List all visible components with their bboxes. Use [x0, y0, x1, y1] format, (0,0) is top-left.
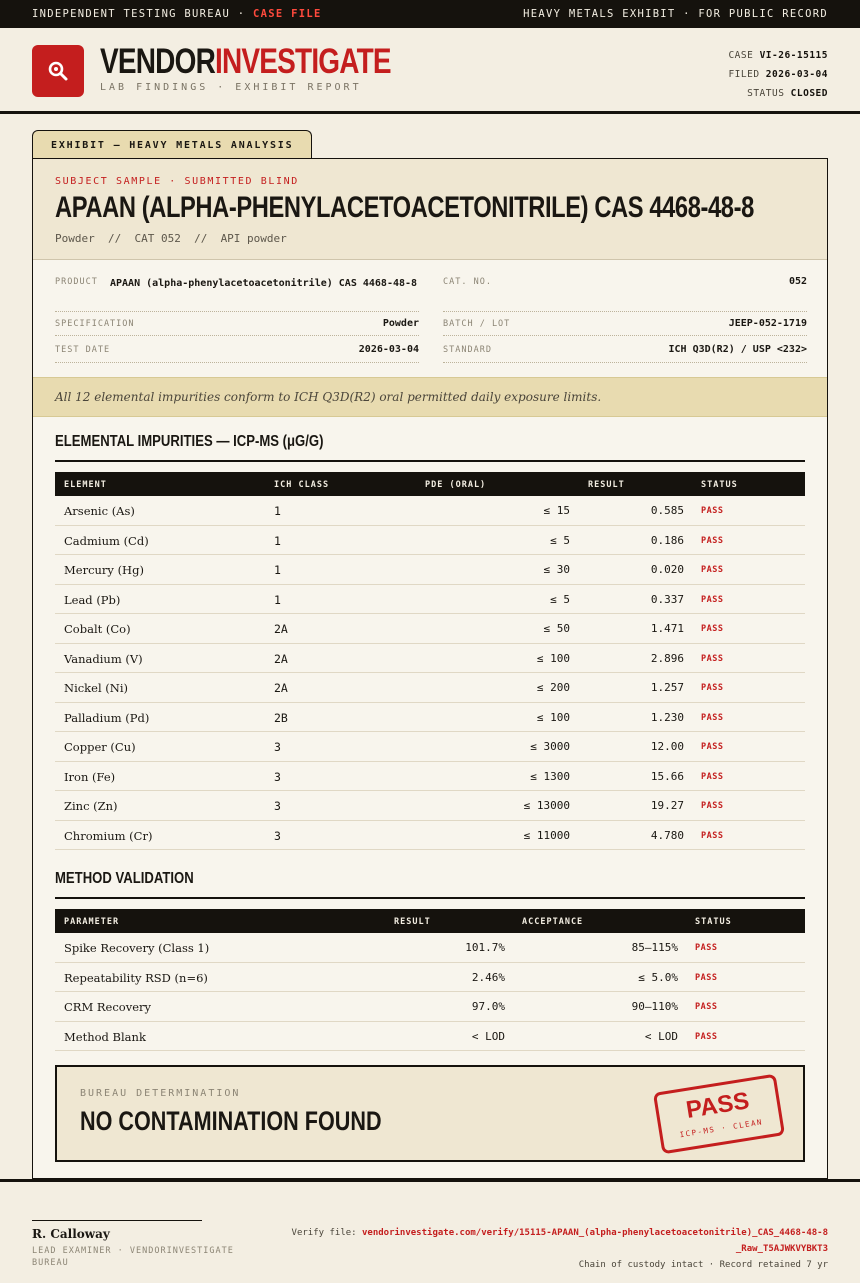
verify-link[interactable]: vendorinvestigate.com/verify/15115-APAAN_(alpha-phenylacetoacetonitrile)_CAS_4468-48-8_Raw_T5AJWKVYBKT3: [362, 1228, 828, 1254]
element-name: Nickel (Ni): [64, 681, 129, 695]
case-status: CLOSED: [790, 88, 828, 99]
table-row: [55, 933, 805, 963]
ich-class: 2A: [274, 681, 288, 695]
page-footer: [0, 1179, 860, 1283]
element-name: Mercury (Hg): [64, 563, 144, 577]
element-name: Copper (Cu): [64, 740, 136, 754]
table-row: [55, 821, 805, 851]
site-header: [0, 28, 860, 114]
pass-stamp: PASS ICP-MS · CLEAN: [653, 1074, 785, 1155]
examiner-role: LEAD EXAMINER · VENDORINVESTIGATE BUREAU: [32, 1246, 234, 1268]
brand-name[interactable]: VENDORINVESTIGATE: [100, 42, 391, 81]
table-row: [55, 496, 805, 526]
ich-class: 2A: [274, 622, 288, 636]
pde-limit: ≤ 30: [543, 563, 570, 576]
product-title: APAAN (ALPHA-PHENYLACETOACETONITRILE) CAS 4468-48-8: [55, 191, 754, 224]
pde-limit: ≤ 13000: [523, 799, 570, 812]
status-badge: PASS: [701, 594, 724, 605]
subject-sample: [33, 159, 827, 260]
impurities-heading: ELEMENTAL IMPURITIES — ICP-MS (μG/G): [55, 433, 324, 450]
ich-class: 1: [274, 592, 281, 607]
table-row: [55, 526, 805, 556]
status-badge: PASS: [701, 771, 724, 782]
result-value: 0.585: [650, 504, 684, 517]
acceptance-range: < LOD: [644, 1029, 678, 1043]
filed-date: 2026-03-04: [765, 69, 828, 80]
element-name: Iron (Fe): [64, 769, 116, 784]
ich-class: 2A: [274, 651, 288, 666]
acceptance-range: ≤ 5.0%: [638, 970, 678, 984]
result-value: 0.337: [650, 592, 684, 606]
case-file-label: CASE FILE: [253, 8, 322, 20]
parameter-name: Spike Recovery (Class 1): [64, 941, 210, 955]
validation-table-header: PARAMETER RESULT ACCEPTANCE STATUS: [55, 909, 805, 933]
standard-value: ICH Q3D(R2) / USP <232>: [668, 344, 807, 355]
element-name: Lead (Pb): [64, 592, 121, 607]
validation-result: < LOD: [471, 1029, 505, 1043]
table-row: [55, 673, 805, 703]
result-value: 0.186: [650, 533, 684, 547]
ich-class: 1: [274, 533, 281, 548]
pde-limit: ≤ 1300: [530, 769, 570, 783]
ich-class: 1: [274, 504, 281, 518]
product-meta: Powder // CAT 052 // API powder: [55, 232, 287, 245]
conformance-summary: All 12 elemental impurities conform to ICH Q3D(R2) oral permitted daily exposure limits.: [33, 377, 827, 417]
impurities-table-header: ELEMENT ICH CLASS PDE (ORAL) RESULT STATUS: [55, 472, 805, 496]
status-badge: PASS: [695, 972, 718, 983]
element-name: Chromium (Cr): [64, 828, 153, 843]
parameter-name: CRM Recovery: [64, 1000, 152, 1014]
top-bar-right: HEAVY METALS EXHIBIT · FOR PUBLIC RECORD: [523, 8, 828, 20]
acceptance-range: 85–115%: [631, 941, 678, 954]
ich-class: 3: [274, 769, 281, 784]
product-value: APAAN (alpha-phenylacetoacetonitrile) CAS 4468-48-8: [110, 278, 418, 289]
element-name: Palladium (Pd): [64, 710, 150, 725]
acceptance-range: 90–110%: [631, 1000, 678, 1013]
status-badge: PASS: [701, 712, 724, 723]
result-value: 19.27: [650, 799, 684, 812]
pde-limit: ≤ 15: [543, 504, 570, 517]
result-value: 12.00: [650, 740, 684, 753]
pde-limit: ≤ 11000: [523, 828, 570, 842]
table-row: [55, 585, 805, 615]
magnifier-icon: [46, 59, 70, 83]
table-row: [55, 732, 805, 762]
examiner-name: R. Calloway: [32, 1227, 110, 1241]
status-badge: PASS: [701, 565, 724, 575]
element-name: Cobalt (Co): [64, 622, 131, 636]
custody-note: Chain of custody intact · Record retained 7 yr: [578, 1260, 828, 1270]
ich-class: 3: [274, 740, 281, 754]
pde-limit: ≤ 100: [536, 710, 570, 724]
subject-kicker: SUBJECT SAMPLE · SUBMITTED BLIND: [55, 176, 299, 187]
status-badge: PASS: [701, 742, 724, 752]
status-badge: PASS: [695, 1031, 718, 1042]
pde-limit: ≤ 50: [543, 622, 570, 635]
result-value: 1.230: [650, 710, 684, 724]
result-value: 1.471: [650, 622, 684, 635]
exhibit-tab: EXHIBIT — HEAVY METALS ANALYSIS: [32, 130, 312, 159]
ich-class: 3: [274, 828, 281, 843]
result-value: 1.257: [650, 681, 684, 694]
element-name: Vanadium (V): [64, 651, 143, 666]
status-badge: PASS: [695, 1002, 718, 1012]
validation-result: 97.0%: [471, 1000, 505, 1013]
validation-result: 101.7%: [465, 941, 505, 954]
cat-value: 052: [788, 276, 807, 287]
status-badge: PASS: [701, 683, 724, 693]
ich-class: 2B: [274, 710, 288, 725]
result-value: 15.66: [650, 769, 684, 783]
table-row: [55, 963, 805, 993]
status-badge: PASS: [701, 506, 724, 516]
pde-limit: ≤ 5: [550, 533, 570, 547]
validation-heading: METHOD VALIDATION: [55, 870, 194, 887]
result-value: 0.020: [650, 563, 684, 576]
parameter-name: Repeatability RSD (n=6): [64, 970, 208, 985]
element-name: Cadmium (Cd): [64, 533, 149, 548]
bureau-determination: [55, 1065, 805, 1162]
pde-limit: ≤ 100: [536, 651, 570, 665]
case-number: VI-26-15115: [759, 50, 828, 61]
ich-class: 1: [274, 563, 281, 577]
exhibit-frame: [32, 158, 828, 1179]
signature-line: [32, 1220, 202, 1221]
info-right: [443, 277, 807, 367]
status-badge: PASS: [701, 624, 724, 634]
table-row: [55, 762, 805, 792]
product-label: PRODUCT: [55, 277, 98, 287]
test-date-value: 2026-03-04: [358, 344, 419, 355]
table-row: [55, 791, 805, 821]
element-name: Zinc (Zn): [64, 799, 118, 813]
result-value: 2.896: [650, 651, 684, 665]
info-left: [55, 277, 419, 367]
status-badge: PASS: [695, 943, 718, 953]
cat-label: CAT. NO.: [443, 277, 492, 287]
determination-value: NO CONTAMINATION FOUND: [80, 1106, 382, 1136]
batch-label: BATCH / LOT: [443, 319, 511, 329]
test-date-label: TEST DATE: [55, 345, 111, 355]
status-badge: PASS: [701, 801, 724, 811]
pde-limit: ≤ 5: [550, 592, 570, 606]
pde-limit: ≤ 3000: [530, 740, 570, 753]
determination-label: BUREAU DETERMINATION: [80, 1088, 241, 1099]
table-row: [55, 644, 805, 674]
table-row: [55, 614, 805, 644]
standard-label: STANDARD: [443, 345, 492, 355]
top-bar: [0, 0, 860, 28]
table-row: [55, 1022, 805, 1052]
status-badge: PASS: [701, 653, 724, 664]
status-badge: PASS: [701, 535, 724, 546]
verify-block: Verify file: vendorinvestigate.com/verify/15115-APAAN_(alpha-phenylacetoacetonitrile)_CAS_4468-48-8_Raw_T5AJWKVYBKT3 Chain of custody intact · Record retained 7 yr: [288, 1225, 828, 1273]
top-bar-left: INDEPENDENT TESTING BUREAU · CASE FILE: [32, 8, 322, 20]
brand-tagline: LAB FINDINGS · EXHIBIT REPORT: [100, 82, 362, 93]
brand-logo[interactable]: [32, 45, 84, 97]
result-value: 4.780: [650, 828, 684, 842]
status-badge: PASS: [701, 830, 724, 841]
validation-result: 2.46%: [471, 970, 505, 984]
parameter-name: Method Blank: [64, 1029, 146, 1044]
table-row: [55, 703, 805, 733]
element-name: Arsenic (As): [64, 504, 135, 518]
table-row: [55, 555, 805, 585]
table-row: [55, 992, 805, 1022]
batch-value: JEEP-052-1719: [728, 318, 807, 329]
ich-class: 3: [274, 799, 281, 813]
spec-label: SPECIFICATION: [55, 319, 135, 329]
pde-limit: ≤ 200: [536, 681, 570, 694]
case-info: CASE VI-26-15115 FILED 2026-03-04 STATUS CLOSED: [728, 50, 828, 99]
spec-value: Powder: [382, 318, 419, 329]
